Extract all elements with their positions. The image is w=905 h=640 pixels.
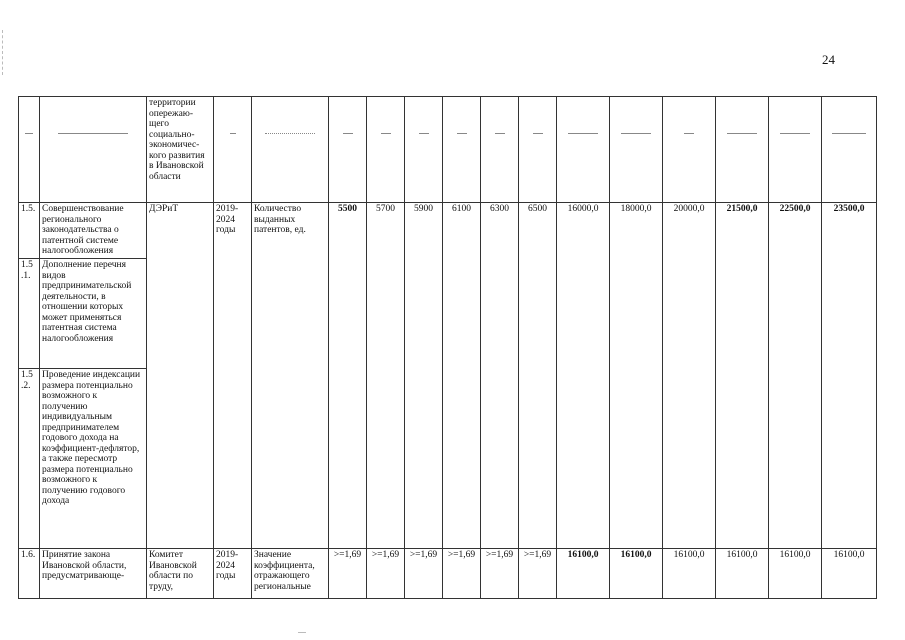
- cell-value: [405, 97, 443, 203]
- cell-value: >=1,69: [405, 549, 443, 599]
- table-row-1-5: [19, 203, 877, 259]
- cell-value: [769, 97, 822, 203]
- cell-indicator: [252, 97, 329, 203]
- cell-value: [367, 97, 405, 203]
- cell-value: 16100,0: [663, 549, 716, 599]
- cell-name: Совершенствование регионального законодательства о патентной системе налогообложения: [40, 203, 147, 259]
- cell-value: 16100,0: [610, 549, 663, 599]
- cell-value: >=1,69: [481, 549, 519, 599]
- cell-value: >=1,69: [329, 549, 367, 599]
- cell-num: 1.5.: [19, 203, 40, 259]
- cell-value: [663, 97, 716, 203]
- cell-value: [519, 97, 557, 203]
- cell-value: >=1,69: [443, 549, 481, 599]
- cell-value: [329, 97, 367, 203]
- cell-name: Проведение индексации размера потенциально возможного к получению индивидуальным предпринимателем годового дохода на коэффициент-дефлятор, а также пересмотр размера потенциально возможного к получению годового дохода: [40, 369, 147, 549]
- cell-responsible: ДЭРиТ: [147, 203, 214, 549]
- cell-value: 16100,0: [769, 549, 822, 599]
- cell-num: 1.6.: [19, 549, 40, 599]
- cell-value: >=1,69: [367, 549, 405, 599]
- cell-period: 2019-2024 годы: [214, 549, 252, 599]
- cell-num: [19, 97, 40, 203]
- cell-value: 16100,0: [557, 549, 610, 599]
- cell-value: [716, 97, 769, 203]
- cell-value: [481, 97, 519, 203]
- cell-value: 5500: [329, 203, 367, 549]
- program-table: [18, 96, 877, 599]
- cell-period: 2019-2024 годы: [214, 203, 252, 549]
- cell-indicator: Значение коэффициента, отражающего региональные: [252, 549, 329, 599]
- cell-value: [557, 97, 610, 203]
- cell-value: 5900: [405, 203, 443, 549]
- cell-value: 16100,0: [822, 549, 877, 599]
- table-row-1-6: [19, 549, 877, 599]
- cell-value: 16100,0: [716, 549, 769, 599]
- cell-value: 18000,0: [610, 203, 663, 549]
- cell-value: 5700: [367, 203, 405, 549]
- cell-responsible: Комитет Ивановской области по труду,: [147, 549, 214, 599]
- cell-value: 21500,0: [716, 203, 769, 549]
- cell-value: [610, 97, 663, 203]
- page-number: 24: [822, 52, 835, 67]
- cell-value: 22500,0: [769, 203, 822, 549]
- cell-name: Принятие закона Ивановской области, предусматривающе-: [40, 549, 147, 599]
- cell-value: 6100: [443, 203, 481, 549]
- cell-value: 16000,0: [557, 203, 610, 549]
- cell-indicator: Количество выданных патентов, ед.: [252, 203, 329, 549]
- cell-value: [822, 97, 877, 203]
- cell-period: [214, 97, 252, 203]
- cell-value: 23500,0: [822, 203, 877, 549]
- cell-num: 1.5 .2.: [19, 369, 40, 549]
- cell-value: 6500: [519, 203, 557, 549]
- cell-name: [40, 97, 147, 203]
- scan-edge-mark: [2, 30, 4, 75]
- cell-value: 6300: [481, 203, 519, 549]
- cell-responsible: территории опережаю-щего социально-экономичес-кого развития в Ивановской области: [147, 97, 214, 203]
- cell-value: [443, 97, 481, 203]
- table-row-continuation: [19, 97, 877, 203]
- cell-name: Дополнение перечня видов предпринимательской деятельности, в отношении которых может применяться патентная система налогообложения: [40, 259, 147, 369]
- cell-num: 1.5 .1.: [19, 259, 40, 369]
- cell-value: >=1,69: [519, 549, 557, 599]
- cell-value: 20000,0: [663, 203, 716, 549]
- scan-artifact: [298, 632, 306, 633]
